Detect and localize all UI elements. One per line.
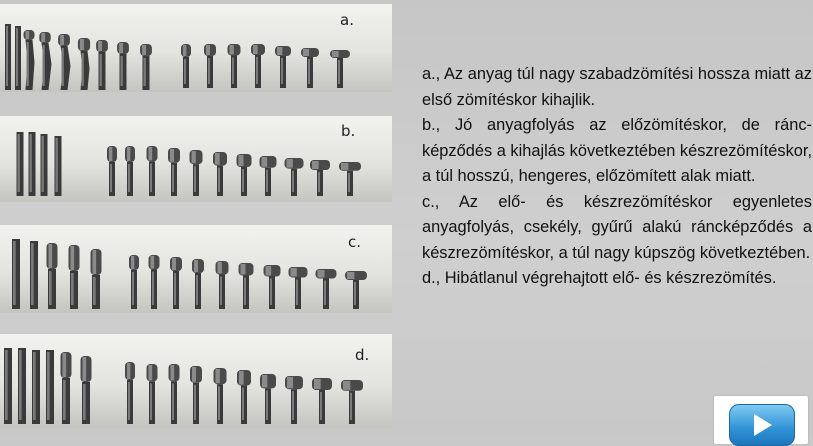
sample-shine [292,391,294,420]
forged-sample [216,261,229,309]
sample-shine [292,171,294,192]
sample-shine [320,392,322,420]
sample-shine [242,388,244,420]
sample-highlight [194,260,198,272]
sample-shine [338,60,340,84]
forged-sample [81,356,92,424]
forged-sample [213,152,227,196]
forged-sample [285,376,303,424]
forged-sample [264,265,281,309]
forged-sample [30,241,38,309]
sample-highlight [241,264,246,275]
forging-samples-b [0,116,392,202]
sample-shine [144,58,146,86]
sample-shine [172,383,174,420]
sample-shine [242,169,244,192]
paragraph-a: a., Az anyag túl nagy szabadzömítési hossza miatt az első zömítéskor kihajlik. [422,65,812,109]
sample-shine [324,281,326,306]
paragraph-d: d., Hibátlanul végrehajtott elő- és készrezömítés. [422,269,777,287]
forged-sample [18,348,26,424]
forged-sample [29,132,36,196]
sample-shine [62,48,64,86]
sample-shine [281,58,283,84]
forged-sample [147,146,158,196]
sample-highlight [98,41,102,51]
sample-shine [150,383,152,420]
sample-shine [184,59,186,84]
sample-highlight [60,35,64,45]
sample-highlight [303,49,309,56]
sample-highlight [239,155,244,166]
forged-sample [345,271,367,309]
forged-sample [330,50,350,88]
sample-shine [128,164,130,192]
forged-sample [55,136,62,196]
forged-sample [125,146,135,196]
sample-highlight [239,371,244,385]
sample-shine [16,28,18,86]
sample-shine [350,393,352,420]
sample-highlight [343,381,350,390]
sample-highlight [172,258,176,270]
sample-highlight [127,363,130,379]
sample-highlight [119,43,123,53]
forged-sample [78,38,90,90]
sample-shine [218,386,220,420]
sample-head [190,150,203,164]
forged-sample [169,364,180,424]
sample-highlight [253,45,258,54]
sample-highlight [230,45,234,55]
sample-shine [172,165,174,192]
sample-shine [30,134,32,192]
forged-sample [91,249,102,309]
sample-shine [218,168,220,192]
photo-row-d [0,334,392,428]
sample-shine [100,54,102,86]
sample-shine [33,352,36,420]
sample-highlight [332,51,339,57]
sample-highlight [262,375,267,387]
forged-sample [170,257,182,309]
sample-shine [49,271,52,305]
sample-shine [152,272,154,306]
sample-shine [270,279,272,306]
photo-row-b [0,116,392,202]
sample-shine [83,384,86,420]
sample-shine [266,390,268,420]
sample-shine [19,350,22,420]
forged-sample [192,259,204,309]
sample-highlight [192,367,196,382]
sample-shine [194,385,196,420]
photo-row-a [0,4,392,92]
forged-sample [46,350,54,424]
forged-sample [4,348,12,424]
sample-shine [31,243,34,305]
sample-shine [93,277,96,305]
sample-highlight [347,272,354,279]
sample-highlight [206,45,210,55]
sample-highlight [287,159,293,168]
forging-samples-c [0,225,392,313]
sample-highlight [26,31,30,39]
sample-highlight [183,45,186,56]
sample-highlight [131,256,134,269]
forged-sample [15,26,21,90]
sample-highlight [93,250,97,274]
forged-sample [129,255,139,309]
sample-shine [128,382,130,420]
forged-sample [251,44,265,88]
sample-shine [208,58,210,84]
forged-sample [47,243,58,309]
sample-highlight [170,149,174,162]
sample-shine [27,42,29,86]
sample-highlight [287,377,293,388]
sample-highlight [341,163,348,170]
sample-shine [308,59,310,84]
play-button-face[interactable] [729,404,795,446]
forged-sample [17,132,24,196]
sample-shine [244,278,246,306]
forged-sample [5,24,11,90]
forged-sample [181,44,191,88]
sample-highlight [83,357,87,381]
play-icon [754,414,772,436]
forged-sample [260,156,277,196]
sample-highlight [218,262,222,274]
sample-highlight [216,369,220,383]
sample-highlight [109,147,112,161]
sample-shine [220,277,222,306]
forged-sample [214,368,227,424]
sample-highlight [142,45,146,55]
sample-shine [63,380,66,420]
sample-highlight [49,244,53,268]
sample-highlight [277,47,282,55]
forged-sample [190,150,203,196]
sample-shine [47,352,50,420]
sample-shine [232,58,234,85]
forged-sample [237,154,252,196]
sample-shine [82,53,84,86]
sample-shine [6,26,8,86]
sample-highlight [262,157,268,167]
row-label-c: c. [348,233,362,251]
forged-sample [310,160,330,196]
row-label-d: d. [355,346,370,364]
sample-shine [266,170,268,192]
forged-sample [239,263,254,309]
forged-sample [301,48,319,88]
sample-shine [354,282,356,305]
sample-highlight [63,353,67,377]
sample-highlight [71,246,75,270]
sample-shine [56,138,58,192]
forged-sample [260,374,276,424]
sample-shine [348,173,350,192]
sample-highlight [41,33,45,42]
paragraph-c: c., Az elő- és készrezömítéskor egyenletes anyagfolyás, csekély, gyűrű alakú ráncképződés a készrezömítéskor, a túl nagy kúpszög következtében. [422,192,812,262]
sample-shine [174,273,176,305]
forging-samples-d [0,334,392,428]
forged-sample [41,134,48,196]
sample-highlight [149,147,153,160]
sample-shine [318,172,320,192]
forged-sample [69,245,80,309]
sample-shine [71,273,74,305]
forged-sample [24,30,35,90]
play-button[interactable] [714,396,808,444]
forged-sample [228,44,241,88]
forged-sample [149,255,160,309]
sample-head [214,368,227,384]
forged-sample [117,42,129,90]
sample-shine [256,57,258,84]
sample-shine [150,163,152,192]
sample-highlight [151,256,155,269]
photo-row-c [0,225,392,313]
sample-shine [196,275,198,305]
sample-highlight [171,365,175,380]
forged-sample [125,362,135,424]
forging-samples-a [0,4,392,92]
forged-sample [341,380,363,424]
sample-shine [110,164,112,192]
description-text [422,62,812,292]
forged-sample [312,378,332,424]
forged-sample [32,350,40,424]
forged-sample [147,364,158,424]
forged-sample [289,267,308,309]
sample-highlight [215,153,220,165]
sample-shine [42,136,44,192]
sample-shine [296,280,298,306]
forged-sample [339,162,361,196]
forged-sample [96,40,108,90]
forged-sample [275,46,291,88]
sample-highlight [318,270,325,278]
forged-sample [58,34,70,90]
sample-highlight [312,161,319,169]
sample-highlight [149,365,153,380]
sample-highlight [291,268,297,277]
forged-sample [61,352,72,424]
sample-head [78,38,90,51]
sample-head [216,261,229,275]
sample-highlight [80,39,84,50]
forged-sample [237,370,251,424]
sample-shine [5,350,8,420]
forged-sample [168,148,180,196]
forged-sample [316,269,337,309]
sample-shine [194,166,196,192]
sample-highlight [266,266,272,276]
sample-shine [121,56,123,86]
paragraph-b: b., Jó anyagfolyás az előzömítéskor, de ráncképződés a kihajlás következtében készrezömítéskor, a túl hosszú, hengeres, előzömített alak miatt. [422,116,812,185]
sample-shine [43,45,45,86]
forged-sample [140,44,152,90]
sample-shine [18,134,20,192]
forged-sample [285,158,304,196]
forged-sample [107,146,117,196]
sample-highlight [127,147,130,161]
forged-sample [190,366,202,424]
sample-head [228,44,241,56]
sample-highlight [314,379,321,389]
forged-sample [204,44,216,88]
sample-highlight [192,151,196,163]
row-label-a: a. [340,11,354,29]
forged-sample [39,32,51,90]
forged-sample [12,239,20,309]
sample-shine [13,241,16,305]
sample-shine [132,272,134,305]
row-label-b: b. [341,122,356,140]
